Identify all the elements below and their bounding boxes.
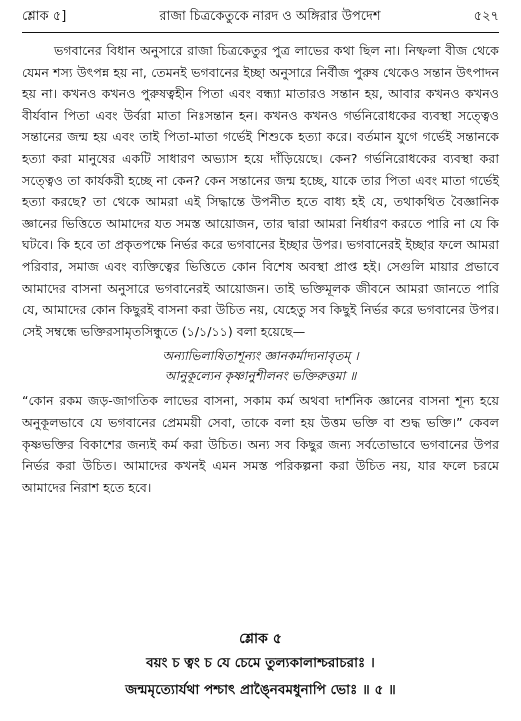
header-chapter-title: রাজা চিত্রকেতুকে নারদ ও অঙ্গিরার উপদেশ	[159, 8, 381, 24]
sanskrit-quote	[22, 346, 499, 386]
quote-translation-paragraph: “কোন রকম জড়-জাগতিক লাভের বাসনা, সকাম কর্ম অথবা দার্শনিক জ্ঞানের বাসনা শূন্য হয়ে অনুকূলভাবে যে ভগবানের প্রেমময়ী সেবা, তাকে বলা হয় উত্তম ভক্তি বা শুদ্ধ ভক্তি।” কেবল কৃষ্ণভক্তির বিকাশের জন্যই কর্ম করা উচিত। অন্য সব কিছুর জন্য সর্বতোভাবে ভগবানের উপর নির্ভর করা উচিত। আমাদের কখনই এমন সমস্ত পরিকল্পনা করা উচিত নয়, যার ফলে চরমে আমাদের নিরাশ হতে হবে।	[22, 393, 499, 495]
header-divider	[22, 32, 499, 33]
page-number: ৫২৭	[473, 8, 499, 24]
verse-line-2: জন্মমৃত্যোর্যথা পশ্চাৎ প্রাঙ্নৈবমধুনাপি ভোঃ ॥ ৫ ॥	[125, 682, 396, 698]
verse-heading: শ্লোক ৫	[239, 631, 282, 647]
quote-line-1: অন্যাভিলাষিতাশূন্যং জ্ঞানকর্মাদ্যনাবৃতম্ ।	[162, 348, 359, 364]
body-text	[22, 40, 499, 498]
verse-block	[22, 628, 499, 704]
verse-line-1: বয়ং চ ত্বং চ যে চেমে তুল্যকালাশ্চরাচরাঃ ।	[146, 655, 375, 671]
running-header	[22, 6, 499, 28]
quote-line-2: আনুকূল্যেন কৃষ্ণানুশীলনং ভক্তিরুত্তমা ॥	[164, 368, 357, 384]
header-verse-ref: শ্লোক ৫]	[22, 8, 67, 24]
commentary-paragraph: ভগবানের বিধান অনুসারে রাজা চিত্রকেতুর পুত্র লাভের কথা ছিল না। নিষ্ফলা বীজ থেকে যেমন শস্য উৎপন্ন হয় না, তেমনই ভগবানের ইচ্ছা অনুসারে নির্বীজ পুরুষ থেকেও সন্তান উৎপাদন হয় না। কখনও কখনও পুরুষত্বহীন পিতা এবং বন্ধ্যা মাতারও সন্তান হয়, আবার কখনও কখনও বীর্যবান পিতা এবং উর্বরা মাতা নিঃসন্তান হন। কখনও কখনও গর্ভনিরোধকের ব্যবস্থা সত্ত্বেও সন্তানের জন্ম হয় এবং তাই পিতা-মাতা গর্ভেই শিশুকে হত্যা করে। বর্তমান যুগে গর্ভেই সন্তানকে হত্যা করা মানুষের একটি সাধারণ অভ্যাস হয়ে দাঁড়িয়েছে। কেন? গর্ভনিরোধকের ব্যবস্থা করা সত্ত্বেও তা কার্যকরী হচ্ছে না কেন? কেন সন্তানের জন্ম হচ্ছে, যাকে তার পিতা এবং মাতা গর্ভেই হত্যা করছে? তা থেকে আমরা এই সিদ্ধান্তে উপনীত হতে বাধ্য হই যে, তথাকথিত বৈজ্ঞানিক জ্ঞানের ভিত্তিতে আমাদের যত সমস্ত আয়োজন, তার দ্বারা আমরা নির্ধারণ করতে পারি না যে কি ঘটবে। কি হবে তা প্রকৃতপক্ষে নির্ভর করে ভগবানের ইচ্ছার উপর। ভগবানেরই ইচ্ছার ফলে আমরা পরিবার, সমাজ এবং ব্যক্তিত্বের ভিত্তিতে কোন বিশেষ অবস্থা প্রাপ্ত হই। সেগুলি মায়ার প্রভাবে আমাদের বাসনা অনুসারে ভগবানেরই আয়োজন। তাই ভক্তিমূলক জীবনে আমরা জানতে পারি যে, আমাদের কোন কিছুরই বাসনা করা উচিত নয়, যেহেতু সব কিছুই নির্ভর করে ভগবানের উপর। সেই সম্বন্ধে ভক্তিরসামৃতসিন্ধুতে (১/১/১১) বলা হয়েছে—	[22, 43, 499, 339]
